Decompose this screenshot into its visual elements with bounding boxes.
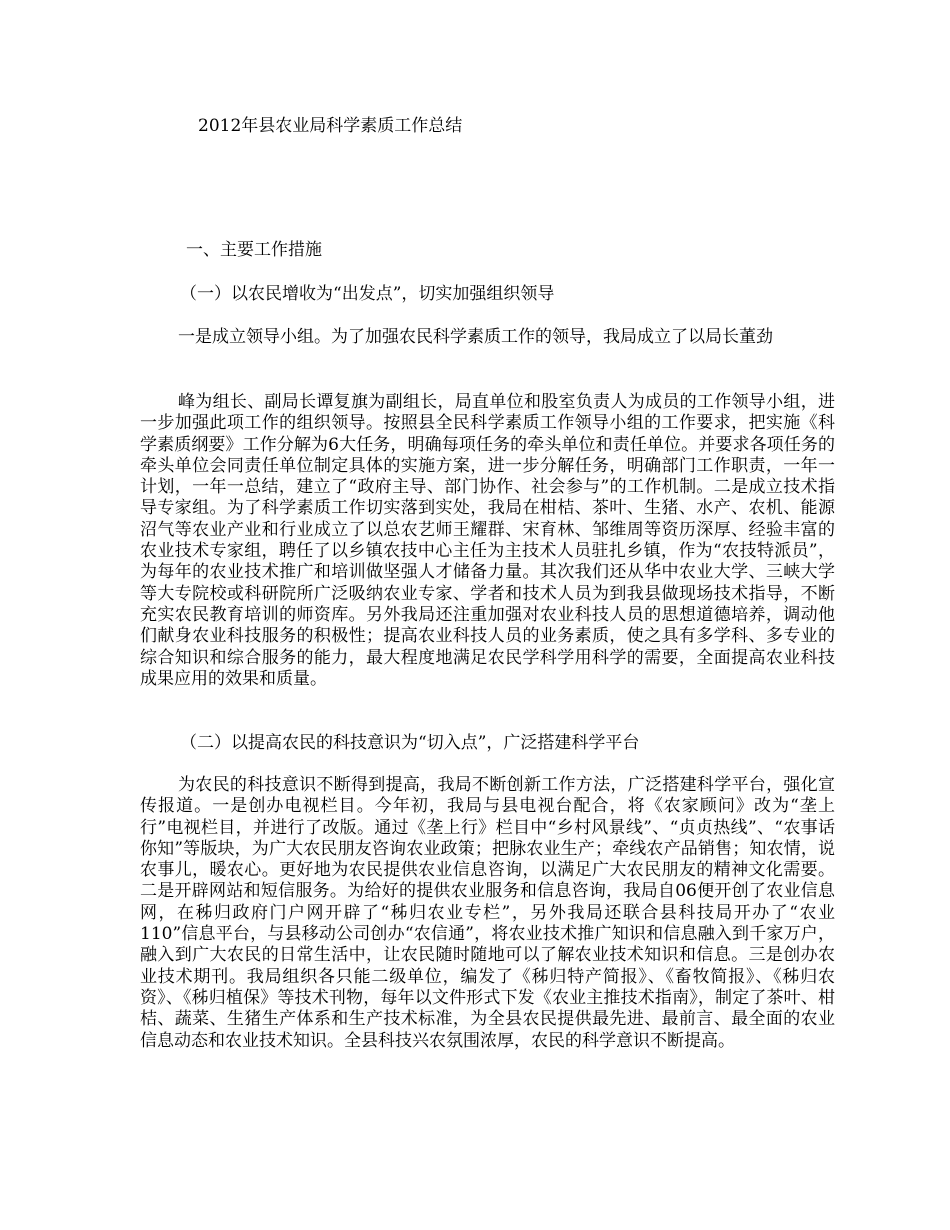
subsection-heading-organization: （一）以农民增收为“出发点”，切实加强组织领导 bbox=[180, 284, 555, 304]
section-heading-main-measures: 一、主要工作措施 bbox=[186, 240, 322, 260]
paragraph-leadership-group-body: 峰为组长、副局长谭复旗为副组长，局直单位和股室负责人为成员的工作领导小组，进一步加强此项工作的组织领导。按照县全民科学素质工作领导小组的工作要求，把实施《科学素质纲要》工作分解为6大任务，明确每项任务的牵头单位和责任单位。并要求各项任务的牵头单位会同责任单位制定具体的实施方案，进一步分解任务，明确部门工作职责，一年一计划，一年一总结，建立了“政府主导、部门协作、社会参与”的工作机制。二是成立技术指导专家组。为了科学素质工作切实落到实处，我局在柑桔、茶叶、生猪、水产、农机、能源沼气等农业产业和行业成立了以总农艺师王耀群、宋育林、邹维周等资历深厚、经验丰富的农业技术专家组，聘任了以乡镇农技中心主任为主技术人员驻扎乡镇，作为“农技特派员”，为每年的农业技术推广和培训做坚强人才储备力量。其次我们还从华中农业大学、三峡大学等大专院校或科研院所广泛吸纳农业专家、学者和技术人员为到我县做现场技术指导，不断充实农民教育培训的师资库。另外我局还注重加强对农业科技人员的思想道德培养，调动他们献身农业科技服务的积极性；提高农业科技人员的业务素质，使之具有多学科、多专业的综合知识和综合服务的能力，最大程度地满足农民学科学用科学的需要，全面提高农业科技成果应用的效果和质量。 bbox=[140, 392, 835, 689]
subsection-heading-science-platform: （二）以提高农民的科技意识为“切入点”，广泛搭建科学平台 bbox=[180, 733, 640, 753]
paragraph-leadership-group-intro: 一是成立领导小组。为了加强农民科学素质工作的领导，我局成立了以局长董劲 bbox=[178, 327, 773, 347]
document-title: 2012年县农业局科学素质工作总结 bbox=[198, 116, 463, 136]
paragraph-science-platform-body: 为农民的科技意识不断得到提高，我局不断创新工作方法，广泛搭建科学平台，强化宣传报道。一是创办电视栏目。今年初，我局与县电视台配合，将《农家顾问》改为“垄上行”电视栏目，并进行了改版。通过《垄上行》栏目中“乡村风景线”、“贞贞热线”、“农事话你知”等版块，为广大农民朋友咨询农业政策；把脉农业生产；牵线农产品销售；知农情，说农事儿，暖农心。更好地为农民提供农业信息咨询，以满足广大农民朋友的精神文化需要。二是开辟网站和短信服务。为给好的提供农业服务和信息咨询，我局自06便开创了农业信息网，在秭归政府门户网开辟了“秭归农业专栏”，另外我局还联合县科技局开办了“农业110”信息平台，与县移动公司创办“农信通”，将农业技术推广知识和信息融入到千家万户，融入到广大农民的日常生活中，让农民随时随地可以了解农业技术知识和信息。三是创办农业技术期刊。我局组织各只能二级单位，编发了《秭归特产简报》、《畜牧简报》、《秭归农资》、《秭归植保》等技术刊物，每年以文件形式下发《农业主推技术指南》，制定了茶叶、柑桔、蔬菜、生猪生产体系和生产技术标准，为全县农民提供最先进、最前言、最全面的农业信息动态和农业技术知识。全县科技兴农氛围浓厚，农民的科学意识不断提高。 bbox=[140, 775, 835, 1051]
